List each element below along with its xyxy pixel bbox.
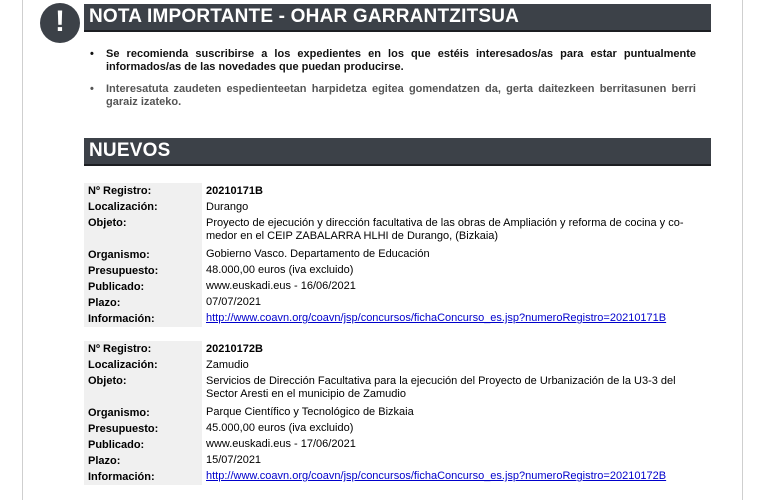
organismo-label: Organismo: (84, 247, 202, 263)
organismo-label: Organismo: (84, 405, 202, 421)
presupuesto-value: 45.000,00 euros (iva excluido) (206, 422, 354, 434)
registro-label: Nº Registro: (84, 341, 202, 357)
nota-banner (84, 4, 711, 32)
record-row (84, 453, 704, 469)
record-1 (84, 183, 704, 327)
record-row (84, 215, 704, 247)
record-row (84, 279, 704, 295)
presupuesto-value: 48.000,00 euros (iva excluido) (206, 264, 354, 276)
nota-title: NOTA IMPORTANTE - OHAR GARRANTZITSUA (89, 6, 520, 27)
organismo-value: Gobierno Vasco. Departamento de Educación (206, 248, 430, 260)
informacion-link[interactable]: http://www.coavn.org/coavn/jsp/concursos/fichaConcurso_es.jsp?numeroRegistro=20210172B (206, 470, 667, 482)
record-row (84, 373, 704, 405)
localizacion-value: Durango (206, 200, 249, 213)
nuevos-title: NUEVOS (89, 140, 171, 161)
record-row (84, 469, 704, 485)
publicado-value: www.euskadi.eus - 16/06/2021 (206, 280, 356, 292)
localizacion-value: Zamudio (206, 358, 249, 371)
registro-value: 20210172B (206, 342, 263, 355)
localizacion-label: Localización: (84, 357, 202, 373)
objeto-value: Servicios de Dirección Facultativa para la ejecución del Proyecto de Urbanización de la U3-3 del Sector Aresti en el municipio de Zamudio (206, 374, 676, 400)
record-row (84, 183, 704, 199)
localizacion-label: Localización: (84, 199, 202, 215)
plazo-label: Plazo: (84, 453, 202, 469)
record-row (84, 357, 704, 373)
page-border-left (22, 0, 23, 500)
publicado-value: www.euskadi.eus - 17/06/2021 (206, 438, 356, 450)
plazo-label: Plazo: (84, 295, 202, 311)
presupuesto-label: Presupuesto: (84, 421, 202, 437)
record-row (84, 405, 704, 421)
plazo-value: 15/07/2021 (206, 454, 262, 466)
page-border-right (742, 0, 743, 500)
informacion-label: Información: (84, 311, 202, 327)
informacion-value (206, 469, 704, 485)
record-row (84, 199, 704, 215)
objeto-label: Objeto: (84, 373, 202, 405)
record-row (84, 437, 704, 453)
presupuesto-label: Presupuesto: (84, 263, 202, 279)
note-item-es: • Se recomienda suscribirse a los expedientes en los que estéis interesados/as para estar puntualmente informados/as de las novedades que puedan producirse. (88, 48, 696, 74)
registro-label: Nº Registro: (84, 183, 202, 199)
objeto-label: Objeto: (84, 215, 202, 247)
objeto-value: Proyecto de ejecución y dirección facultativa de las obras de Ampliación y reforma de cocina y co-medor en el CEIP ZABALARRA HLHI de Durango, (Bizkaia) (206, 216, 684, 242)
informacion-value (206, 311, 704, 327)
record-row (84, 295, 704, 311)
registro-value: 20210171B (206, 184, 263, 197)
record-row (84, 311, 704, 327)
record-row (84, 263, 704, 279)
informacion-link[interactable]: http://www.coavn.org/coavn/jsp/concursos/fichaConcurso_es.jsp?numeroRegistro=20210171B (206, 312, 667, 324)
note-item-eu: • Interesatuta zaudeten espedienteetan harpidetza egitea gomendatzen da, gerta daitezkeen berritasunen berri garaiz izateko. (88, 83, 696, 109)
informacion-label: Información: (84, 469, 202, 485)
notes-list (88, 48, 696, 118)
record-2 (84, 341, 704, 485)
plazo-value: 07/07/2021 (206, 296, 262, 308)
nuevos-banner (84, 138, 711, 166)
record-row (84, 421, 704, 437)
organismo-value: Parque Científico y Tecnológico de Bizkaia (206, 406, 414, 418)
publicado-label: Publicado: (84, 279, 202, 295)
record-row (84, 341, 704, 357)
exclamation-icon: ! (40, 3, 80, 43)
publicado-label: Publicado: (84, 437, 202, 453)
record-row (84, 247, 704, 263)
